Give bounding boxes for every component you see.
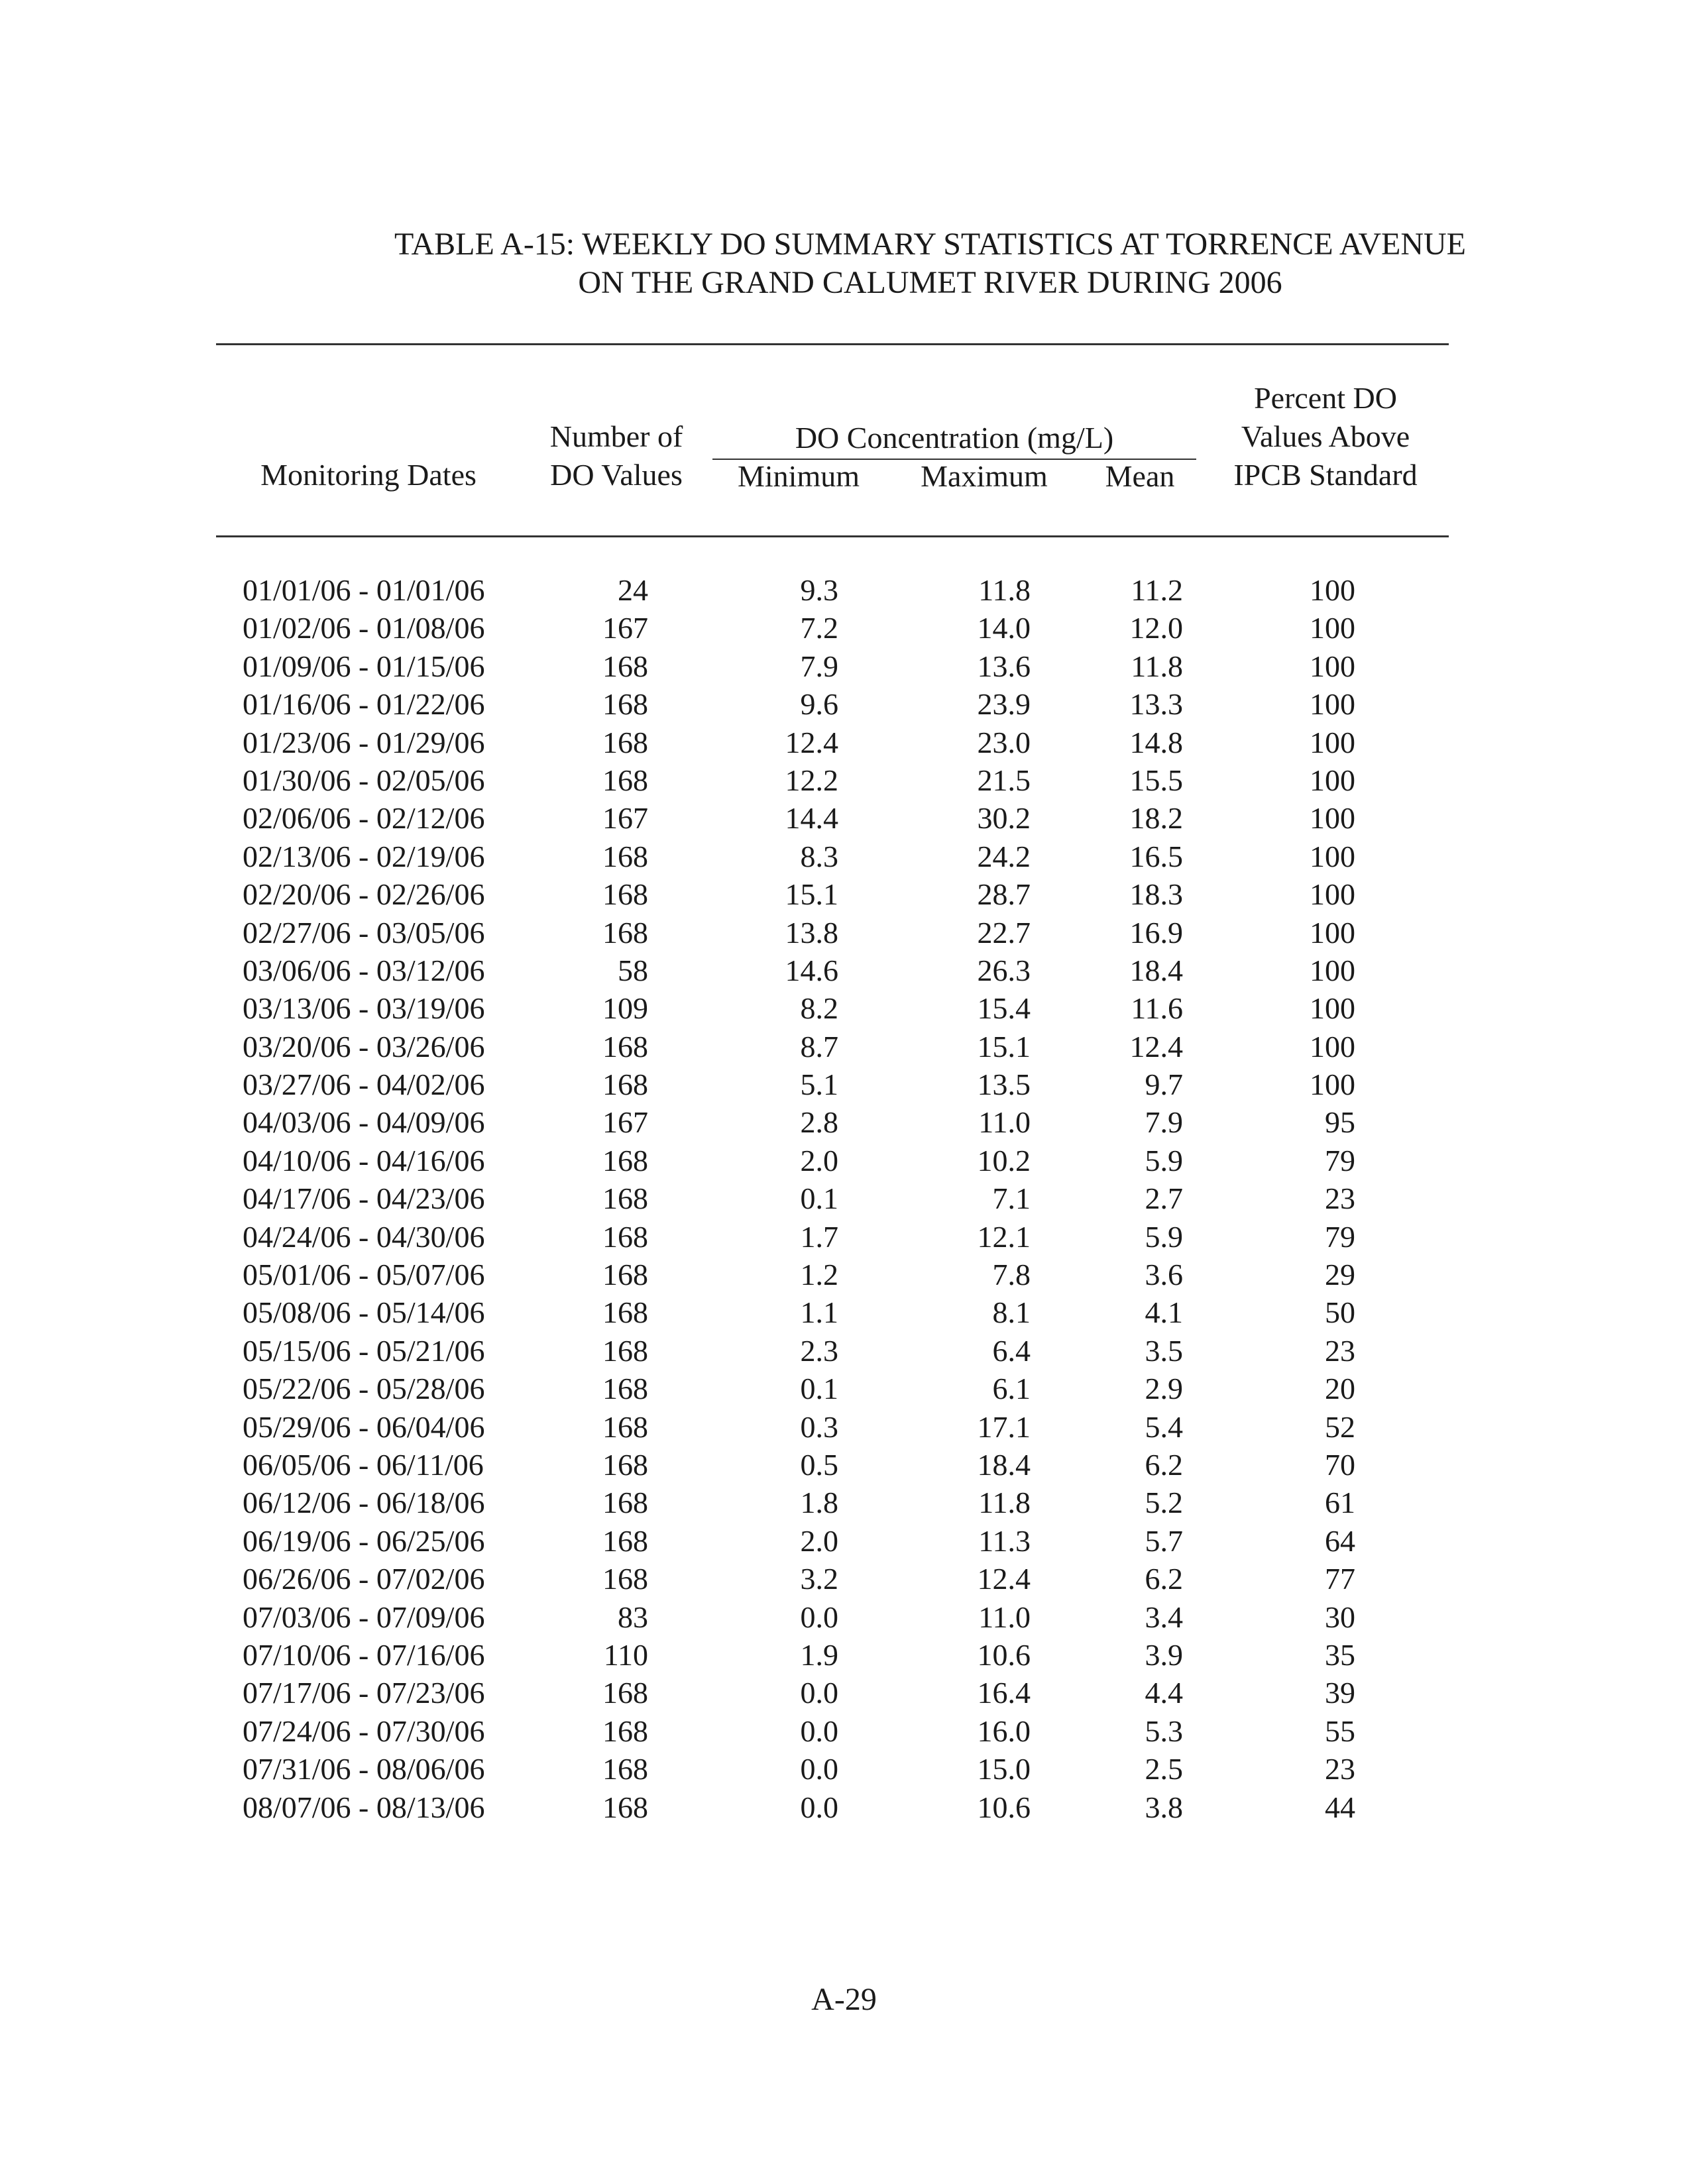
cell-num-values: 168	[602, 1523, 648, 1558]
cell-num-values: 168	[602, 1258, 648, 1292]
cell-minimum: 14.4	[785, 801, 838, 836]
table-row	[0, 1598, 1688, 1636]
cell-percent-above: 50	[1325, 1295, 1355, 1330]
cell-minimum: 0.0	[800, 1676, 838, 1710]
header-maximum: Maximum	[921, 459, 1048, 493]
cell-num-values: 168	[602, 1333, 648, 1368]
cell-percent-above: 100	[1310, 991, 1355, 1026]
cell-maximum: 11.0	[978, 1105, 1031, 1140]
cell-num-values: 168	[602, 1295, 648, 1330]
cell-dates: 06/19/06 - 06/25/06	[243, 1523, 485, 1558]
cell-percent-above: 100	[1310, 573, 1355, 607]
cell-mean: 2.7	[1145, 1181, 1183, 1216]
cell-mean: 18.2	[1129, 801, 1183, 836]
cell-mean: 4.4	[1145, 1676, 1183, 1710]
cell-minimum: 0.5	[800, 1447, 838, 1482]
cell-dates: 01/09/06 - 01/15/06	[243, 649, 485, 683]
cell-dates: 02/27/06 - 03/05/06	[243, 915, 485, 950]
table-row	[0, 1484, 1688, 1521]
cell-minimum: 15.1	[785, 877, 838, 912]
table-row	[0, 1332, 1688, 1370]
cell-percent-above: 100	[1310, 953, 1355, 987]
cell-maximum: 13.6	[977, 649, 1031, 683]
cell-percent-above: 23	[1325, 1333, 1355, 1368]
cell-dates: 07/03/06 - 07/09/06	[243, 1600, 485, 1634]
cell-minimum: 2.0	[800, 1523, 838, 1558]
cell-mean: 12.0	[1129, 611, 1183, 645]
table-row	[0, 952, 1688, 989]
table-row	[0, 1256, 1688, 1293]
cell-num-values: 168	[602, 1067, 648, 1102]
table-row	[0, 1179, 1688, 1217]
cell-minimum: 1.8	[800, 1486, 838, 1520]
table-row	[0, 1788, 1688, 1826]
cell-mean: 2.9	[1145, 1372, 1183, 1406]
table-row	[0, 685, 1688, 723]
cell-mean: 2.5	[1145, 1752, 1183, 1786]
cell-num-values: 168	[602, 1447, 648, 1482]
cell-mean: 15.5	[1129, 763, 1183, 797]
cell-dates: 04/24/06 - 04/30/06	[243, 1219, 485, 1254]
cell-dates: 05/22/06 - 05/28/06	[243, 1372, 485, 1406]
cell-maximum: 12.1	[977, 1219, 1031, 1254]
cell-percent-above: 100	[1310, 801, 1355, 836]
table-row	[0, 724, 1688, 761]
cell-percent-above: 100	[1310, 611, 1355, 645]
cell-mean: 16.9	[1129, 915, 1183, 950]
cell-mean: 7.9	[1145, 1105, 1183, 1140]
cell-mean: 5.4	[1145, 1409, 1183, 1444]
cell-mean: 3.6	[1145, 1258, 1183, 1292]
cell-mean: 6.2	[1145, 1447, 1183, 1482]
cell-num-values: 83	[618, 1600, 648, 1634]
cell-percent-above: 30	[1325, 1600, 1355, 1634]
cell-percent-above: 23	[1325, 1181, 1355, 1216]
header-percent-above-standard	[1200, 379, 1451, 494]
cell-maximum: 7.8	[992, 1258, 1031, 1292]
table-row	[0, 1065, 1688, 1103]
cell-mean: 18.4	[1129, 953, 1183, 987]
cell-num-values: 167	[602, 611, 648, 645]
cell-dates: 01/01/06 - 01/01/06	[243, 573, 485, 607]
cell-minimum: 0.1	[800, 1181, 838, 1216]
header-num-line-2: DO Values	[550, 458, 683, 492]
cell-num-values: 167	[602, 801, 648, 836]
cell-dates: 03/27/06 - 04/02/06	[243, 1067, 485, 1102]
table-row	[0, 571, 1688, 609]
cell-maximum: 10.6	[977, 1637, 1031, 1672]
table-row	[0, 838, 1688, 875]
cell-num-values: 168	[602, 763, 648, 797]
cell-maximum: 17.1	[977, 1409, 1031, 1444]
cell-maximum: 18.4	[977, 1447, 1031, 1482]
cell-mean: 16.5	[1129, 839, 1183, 873]
cell-dates: 05/08/06 - 05/14/06	[243, 1295, 485, 1330]
cell-percent-above: 100	[1310, 877, 1355, 912]
cell-minimum: 2.0	[800, 1143, 838, 1177]
cell-minimum: 2.3	[800, 1333, 838, 1368]
cell-percent-above: 95	[1325, 1105, 1355, 1140]
table-row	[0, 1293, 1688, 1331]
cell-maximum: 16.4	[977, 1676, 1031, 1710]
cell-dates: 06/05/06 - 06/11/06	[243, 1447, 484, 1482]
cell-percent-above: 79	[1325, 1143, 1355, 1177]
cell-mean: 5.9	[1145, 1219, 1183, 1254]
cell-num-values: 168	[602, 1143, 648, 1177]
cell-mean: 4.1	[1145, 1295, 1183, 1330]
cell-dates: 01/30/06 - 02/05/06	[243, 763, 485, 797]
cell-maximum: 16.0	[977, 1714, 1031, 1748]
cell-maximum: 15.4	[977, 991, 1031, 1026]
cell-mean: 9.7	[1145, 1067, 1183, 1102]
table-row	[0, 799, 1688, 837]
cell-num-values: 168	[602, 1562, 648, 1596]
cell-num-values: 168	[602, 687, 648, 722]
cell-percent-above: 100	[1310, 1029, 1355, 1064]
table-row	[0, 1103, 1688, 1141]
page-number: A-29	[811, 1982, 877, 2017]
cell-percent-above: 100	[1310, 839, 1355, 873]
cell-minimum: 9.6	[800, 687, 838, 722]
cell-mean: 6.2	[1145, 1562, 1183, 1596]
cell-maximum: 26.3	[977, 953, 1031, 987]
cell-dates: 04/03/06 - 04/09/06	[243, 1105, 485, 1140]
cell-num-values: 58	[618, 953, 648, 987]
cell-maximum: 11.8	[978, 1486, 1031, 1520]
cell-percent-above: 70	[1325, 1447, 1355, 1482]
cell-mean: 5.7	[1145, 1523, 1183, 1558]
header-do-concentration: DO Concentration (mg/L)	[795, 421, 1114, 455]
cell-num-values: 168	[602, 915, 648, 950]
cell-percent-above: 55	[1325, 1714, 1355, 1748]
cell-minimum: 0.0	[800, 1600, 838, 1634]
cell-mean: 13.3	[1129, 687, 1183, 722]
table-row	[0, 1218, 1688, 1256]
header-monitoring-dates: Monitoring Dates	[260, 458, 477, 492]
cell-dates: 02/13/06 - 02/19/06	[243, 839, 485, 873]
cell-num-values: 168	[602, 1029, 648, 1064]
cell-maximum: 11.0	[978, 1600, 1031, 1634]
cell-dates: 07/17/06 - 07/23/06	[243, 1676, 485, 1710]
cell-maximum: 14.0	[977, 611, 1031, 645]
cell-dates: 01/02/06 - 01/08/06	[243, 611, 485, 645]
cell-percent-above: 35	[1325, 1637, 1355, 1672]
cell-minimum: 1.9	[800, 1637, 838, 1672]
top-rule	[216, 343, 1449, 345]
cell-minimum: 0.0	[800, 1752, 838, 1786]
cell-dates: 02/06/06 - 02/12/06	[243, 801, 485, 836]
cell-mean: 3.8	[1145, 1790, 1183, 1824]
cell-minimum: 0.0	[800, 1790, 838, 1824]
cell-maximum: 8.1	[992, 1295, 1031, 1330]
cell-minimum: 1.1	[800, 1295, 838, 1330]
cell-percent-above: 61	[1325, 1486, 1355, 1520]
cell-minimum: 14.6	[785, 953, 838, 987]
cell-dates: 03/20/06 - 03/26/06	[243, 1029, 485, 1064]
table-row	[0, 1522, 1688, 1560]
table-row	[0, 1560, 1688, 1598]
cell-num-values: 168	[602, 1714, 648, 1748]
cell-dates: 05/29/06 - 06/04/06	[243, 1409, 485, 1444]
table-row	[0, 1636, 1688, 1674]
cell-minimum: 5.1	[800, 1067, 838, 1102]
cell-percent-above: 100	[1310, 687, 1355, 722]
cell-dates: 06/26/06 - 07/02/06	[243, 1562, 485, 1596]
cell-minimum: 13.8	[785, 915, 838, 950]
cell-maximum: 23.0	[977, 725, 1031, 759]
cell-num-values: 168	[602, 1486, 648, 1520]
cell-num-values: 168	[602, 839, 648, 873]
cell-mean: 3.4	[1145, 1600, 1183, 1634]
cell-num-values: 168	[602, 1219, 648, 1254]
cell-dates: 04/17/06 - 04/23/06	[243, 1181, 485, 1216]
cell-maximum: 23.9	[977, 687, 1031, 722]
cell-num-values: 168	[602, 725, 648, 759]
header-minimum: Minimum	[737, 459, 860, 493]
cell-maximum: 7.1	[992, 1181, 1031, 1216]
header-pct-line-1: Percent DO	[1254, 381, 1397, 415]
table-row	[0, 1446, 1688, 1484]
cell-percent-above: 100	[1310, 649, 1355, 683]
cell-percent-above: 64	[1325, 1523, 1355, 1558]
table-body	[0, 571, 1688, 1826]
cell-dates: 02/20/06 - 02/26/06	[243, 877, 485, 912]
cell-mean: 3.5	[1145, 1333, 1183, 1368]
cell-dates: 03/06/06 - 03/12/06	[243, 953, 485, 987]
cell-num-values: 167	[602, 1105, 648, 1140]
cell-num-values: 168	[602, 1409, 648, 1444]
cell-mean: 11.6	[1131, 991, 1183, 1026]
cell-minimum: 3.2	[800, 1562, 838, 1596]
cell-mean: 11.8	[1131, 649, 1183, 683]
cell-percent-above: 100	[1310, 725, 1355, 759]
cell-percent-above: 100	[1310, 915, 1355, 950]
cell-maximum: 11.3	[978, 1523, 1031, 1558]
cell-maximum: 30.2	[977, 801, 1031, 836]
cell-minimum: 8.3	[800, 839, 838, 873]
cell-minimum: 12.4	[785, 725, 838, 759]
cell-percent-above: 79	[1325, 1219, 1355, 1254]
cell-maximum: 21.5	[977, 763, 1031, 797]
cell-mean: 5.3	[1145, 1714, 1183, 1748]
cell-dates: 07/24/06 - 07/30/06	[243, 1714, 485, 1748]
cell-minimum: 12.2	[785, 763, 838, 797]
cell-dates: 05/15/06 - 05/21/06	[243, 1333, 485, 1368]
cell-maximum: 15.0	[977, 1752, 1031, 1786]
cell-dates: 05/01/06 - 05/07/06	[243, 1258, 485, 1292]
cell-mean: 14.8	[1129, 725, 1183, 759]
cell-percent-above: 52	[1325, 1409, 1355, 1444]
cell-dates: 01/23/06 - 01/29/06	[243, 725, 485, 759]
cell-mean: 11.2	[1131, 573, 1183, 607]
cell-num-values: 168	[602, 1752, 648, 1786]
cell-mean: 3.9	[1145, 1637, 1183, 1672]
header-mean: Mean	[1105, 459, 1175, 493]
cell-num-values: 168	[602, 1372, 648, 1406]
table-row	[0, 914, 1688, 952]
cell-minimum: 7.9	[800, 649, 838, 683]
cell-dates: 01/16/06 - 01/22/06	[243, 687, 485, 722]
table-row	[0, 1712, 1688, 1750]
cell-dates: 08/07/06 - 08/13/06	[243, 1790, 485, 1824]
cell-minimum: 1.7	[800, 1219, 838, 1254]
cell-num-values: 109	[602, 991, 648, 1026]
cell-minimum: 0.1	[800, 1372, 838, 1406]
cell-percent-above: 29	[1325, 1258, 1355, 1292]
header-pct-line-2: Values Above	[1241, 419, 1410, 453]
cell-num-values: 168	[602, 649, 648, 683]
cell-maximum: 13.5	[977, 1067, 1031, 1102]
cell-maximum: 22.7	[977, 915, 1031, 950]
cell-maximum: 6.1	[992, 1372, 1031, 1406]
cell-dates: 07/10/06 - 07/16/06	[243, 1637, 485, 1672]
cell-maximum: 15.1	[977, 1029, 1031, 1064]
cell-num-values: 168	[602, 1181, 648, 1216]
table-row	[0, 1142, 1688, 1179]
table-row	[0, 1408, 1688, 1446]
cell-minimum: 1.2	[800, 1258, 838, 1292]
cell-mean: 18.3	[1129, 877, 1183, 912]
cell-maximum: 28.7	[977, 877, 1031, 912]
cell-minimum: 9.3	[800, 573, 838, 607]
cell-maximum: 24.2	[977, 839, 1031, 873]
cell-maximum: 12.4	[977, 1562, 1031, 1596]
cell-minimum: 2.8	[800, 1105, 838, 1140]
cell-minimum: 0.3	[800, 1409, 838, 1444]
table-title-line-2: ON THE GRAND CALUMET RIVER DURING 2006	[578, 265, 1282, 300]
cell-maximum: 10.2	[977, 1143, 1031, 1177]
cell-percent-above: 23	[1325, 1752, 1355, 1786]
header-number-of-values	[524, 417, 709, 494]
table-row	[0, 647, 1688, 685]
cell-dates: 04/10/06 - 04/16/06	[243, 1143, 485, 1177]
table-row	[0, 1674, 1688, 1712]
cell-num-values: 168	[602, 1676, 648, 1710]
table-row	[0, 609, 1688, 647]
cell-mean: 5.9	[1145, 1143, 1183, 1177]
cell-mean: 5.2	[1145, 1486, 1183, 1520]
table-row	[0, 1750, 1688, 1788]
cell-mean: 12.4	[1129, 1029, 1183, 1064]
cell-minimum: 8.7	[800, 1029, 838, 1064]
cell-num-values: 110	[603, 1637, 648, 1672]
table-row	[0, 1028, 1688, 1065]
header-num-line-1: Number of	[549, 419, 683, 453]
table-row	[0, 875, 1688, 913]
cell-percent-above: 39	[1325, 1676, 1355, 1710]
cell-percent-above: 44	[1325, 1790, 1355, 1824]
table-row	[0, 989, 1688, 1027]
cell-num-values: 24	[618, 573, 648, 607]
cell-dates: 07/31/06 - 08/06/06	[243, 1752, 485, 1786]
cell-minimum: 7.2	[800, 611, 838, 645]
cell-dates: 06/12/06 - 06/18/06	[243, 1486, 485, 1520]
cell-percent-above: 20	[1325, 1372, 1355, 1406]
table-row	[0, 1370, 1688, 1407]
cell-percent-above: 100	[1310, 763, 1355, 797]
cell-maximum: 10.6	[977, 1790, 1031, 1824]
cell-minimum: 0.0	[800, 1714, 838, 1748]
cell-maximum: 11.8	[978, 573, 1031, 607]
cell-dates: 03/13/06 - 03/19/06	[243, 991, 485, 1026]
table-title-line-1: TABLE A-15: WEEKLY DO SUMMARY STATISTICS AT TORRENCE AVENUE	[394, 227, 1466, 262]
cell-percent-above: 77	[1325, 1562, 1355, 1596]
header-pct-line-3: IPCB Standard	[1233, 458, 1418, 492]
cell-num-values: 168	[602, 1790, 648, 1824]
cell-maximum: 6.4	[992, 1333, 1031, 1368]
cell-num-values: 168	[602, 877, 648, 912]
cell-percent-above: 100	[1310, 1067, 1355, 1102]
cell-minimum: 8.2	[800, 991, 838, 1026]
table-row	[0, 761, 1688, 799]
header-bottom-rule	[216, 535, 1449, 537]
